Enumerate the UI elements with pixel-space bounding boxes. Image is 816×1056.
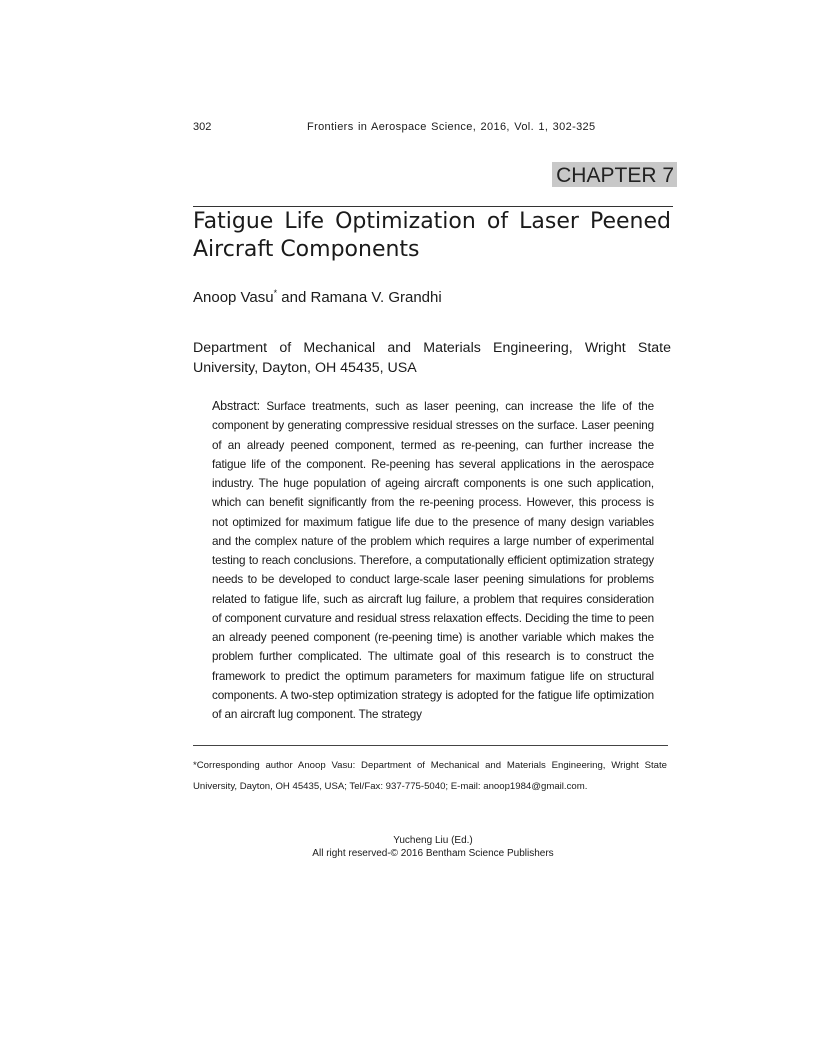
journal-reference: Frontiers in Aerospace Science, 2016, Vol. 1, 302-325 — [307, 121, 596, 133]
author-secondary: and Ramana V. Grandhi — [277, 289, 442, 306]
authors — [193, 288, 442, 306]
page-number: 302 — [193, 121, 212, 133]
abstract-text: Surface treatments, such as laser peening, can increase the life of the component by generating compressive residual stresses on the surface. Laser peening of an already peened component, termed as re-peening, can further increase the fatigue life of the component. Re-peening has several applications in the aerospace industry. The huge population of ageing aircraft components is one such application, which can benefit significantly from the re-peening process. However, this process is not optimized for maximum fatigue life due to the presence of many design variables and the complex nature of the problem which requires a large number of experimental testing to reach conclusions. Therefore, a computationally efficient optimization strategy needs to be developed to conduct large-scale laser peening simulations for problems related to fatigue life, such as aircraft lug failure, a problem that requires consideration of component curvature and residual stress relaxation effects. Deciding the time to peen an already peened component (re-peening time) is another variable which makes the problem further complicated. The ultimate goal of this research is to construct the framework to predict the optimum parameters for maximum fatigue life on structural components. A two-step optimization strategy is adopted for the fatigue life optimization of an aircraft lug component. The strategy — [212, 400, 654, 721]
editor-credit: Yucheng Liu (Ed.) — [393, 835, 473, 846]
copyright-notice: All right reserved-© 2016 Bentham Science Publishers — [312, 848, 554, 859]
corresponding-author-footnote: *Corresponding author Anoop Vasu: Department of Mechanical and Materials Engineering, Wright State University, Dayton, OH 45435, USA; Tel/Fax: 937-775-5040; E-mail: anoop1984@gmail.com. — [193, 760, 667, 792]
running-header — [193, 121, 673, 135]
author-primary: Anoop Vasu — [193, 289, 274, 306]
title-divider — [193, 206, 673, 207]
abstract — [212, 397, 654, 724]
publisher-info — [0, 834, 816, 860]
abstract-label: Abstract: — [212, 399, 260, 413]
affiliation: Department of Mechanical and Materials Engineering, Wright State University, Dayton, OH 45435, USA — [193, 340, 671, 376]
chapter-title: Fatigue Life Optimization of Laser Peened Aircraft Components — [193, 209, 671, 262]
corresponding-author-marker: * — [273, 288, 278, 298]
footnote-divider — [193, 745, 668, 746]
chapter-label: CHAPTER 7 — [552, 162, 677, 187]
